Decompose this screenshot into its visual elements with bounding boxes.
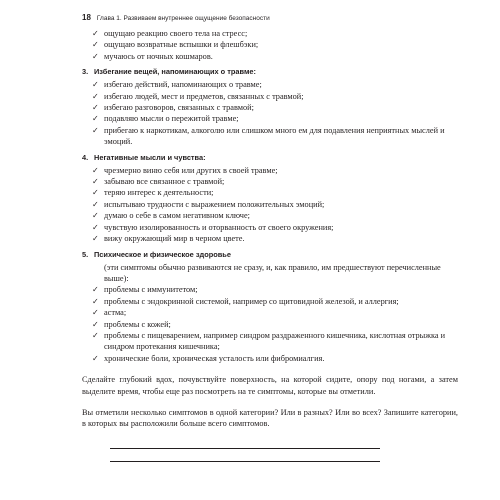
list-item: ✓ прибегаю к наркотикам, алкоголю или слишком много ем для подавления неприятных мыслей и эмоций. bbox=[92, 125, 445, 147]
list-item: ✓ мучаюсь от ночных кошмаров. bbox=[92, 51, 213, 61]
checkmark-icon: ✓ bbox=[92, 103, 99, 113]
checkmark-icon: ✓ bbox=[92, 234, 99, 244]
checkmark-icon: ✓ bbox=[92, 114, 99, 124]
checkmark-icon: ✓ bbox=[92, 40, 99, 50]
section-heading-avoidance: 3. Избегание вещей, напоминающих о травме: bbox=[82, 67, 256, 77]
body-paragraph-breathe: Сделайте глубокий вдох, почувствуйте поверхность, на которой сидите, опору под ногами, а затем выделите время, чтобы еще раз посмотреть на те симптомы, которые вы отметили. bbox=[82, 375, 458, 396]
list-item: ✓ чувствую изолированность и оторванность от своего окружения; bbox=[92, 222, 334, 232]
checkmark-icon: ✓ bbox=[92, 188, 99, 198]
writing-line[interactable] bbox=[110, 436, 380, 449]
checkmark-icon: ✓ bbox=[92, 80, 99, 90]
list-item: ✓ ощущаю реакцию своего тела на стресс; bbox=[92, 29, 248, 38]
checkmark-icon: ✓ bbox=[92, 353, 99, 363]
list-item: ✓ хронические боли, хроническая усталость или фибромиалгия. bbox=[92, 353, 325, 363]
list-item: ✓ ощущаю возвратные вспышки и флешбэки; bbox=[92, 40, 259, 50]
checkmark-icon: ✓ bbox=[92, 165, 99, 175]
chapter-title: Глава 1. Развиваем внутреннее ощущение безопасности bbox=[96, 15, 270, 22]
list-item: ✓ подавляю мысли о пережитой травме; bbox=[92, 114, 239, 124]
list-item: ✓ забываю все связанное с травмой; bbox=[92, 177, 225, 187]
list-item: ✓ астма; bbox=[92, 308, 127, 318]
checkmark-icon: ✓ bbox=[92, 199, 99, 209]
checkmark-icon: ✓ bbox=[92, 222, 99, 232]
running-head bbox=[82, 14, 458, 23]
health-list bbox=[82, 284, 458, 364]
checkmark-icon: ✓ bbox=[92, 211, 99, 221]
list-item: ✓ испытываю трудности с выражением положительных эмоций; bbox=[92, 199, 325, 209]
list-item: ✓ вижу окружающий мир в черном цвете. bbox=[92, 234, 245, 244]
negative-thoughts-list bbox=[82, 165, 458, 245]
checkmark-icon: ✓ bbox=[92, 125, 99, 135]
list-item: ✓ проблемы с эндокринной системой, например со щитовидной железой, и аллергия; bbox=[92, 296, 399, 306]
list-item: ✓ проблемы с кожей; bbox=[92, 319, 171, 329]
checkmark-icon: ✓ bbox=[92, 177, 99, 187]
writing-lines bbox=[110, 436, 458, 462]
checkmark-icon: ✓ bbox=[92, 29, 99, 38]
checkmark-icon: ✓ bbox=[92, 285, 99, 295]
checkmark-icon: ✓ bbox=[92, 330, 99, 340]
checkmark-icon: ✓ bbox=[92, 308, 99, 318]
section-heading-health: 5. Психическое и физическое здоровье bbox=[82, 249, 231, 259]
checkmark-icon: ✓ bbox=[92, 91, 99, 101]
checkmark-icon: ✓ bbox=[92, 296, 99, 306]
body-paragraph-question: Вы отметили несколько симптомов в одной категории? Или в разных? Или во всех? Запишите категории, в которых вы расположили больше всего симптомов. bbox=[82, 407, 458, 429]
list-item: ✓ чрезмерно виню себя или других в своей травме; bbox=[92, 165, 278, 175]
section-note: (эти симптомы обычно развиваются не сразу, и, как правило, им предшествуют перечисленные выше): bbox=[104, 262, 441, 283]
section-heading-negative-thoughts: 4. Негативные мысли и чувства: bbox=[82, 152, 206, 162]
writing-line[interactable] bbox=[110, 449, 380, 462]
list-item: ✓ избегаю людей, мест и предметов, связанных с травмой; bbox=[92, 91, 304, 101]
list-item: ✓ проблемы с иммунитетом; bbox=[92, 285, 198, 295]
list-item: ✓ проблемы с пищеварением, например синдром раздраженного кишечника, кислотная отрыжка и синдром протекания кишечника; bbox=[92, 330, 446, 352]
list-item: ✓ избегаю действий, напоминающих о травме; bbox=[92, 80, 262, 90]
list-item: ✓ думаю о себе в самом негативном ключе; bbox=[92, 211, 250, 221]
checkmark-icon: ✓ bbox=[92, 51, 99, 61]
page-number: 18 bbox=[82, 13, 91, 22]
list-item: ✓ теряю интерес к деятельности; bbox=[92, 188, 214, 198]
avoidance-list bbox=[82, 79, 458, 147]
list-item: ✓ избегаю разговоров, связанных с травмой; bbox=[92, 103, 254, 113]
checkmark-icon: ✓ bbox=[92, 319, 99, 329]
symptom-list-continued bbox=[82, 28, 458, 62]
